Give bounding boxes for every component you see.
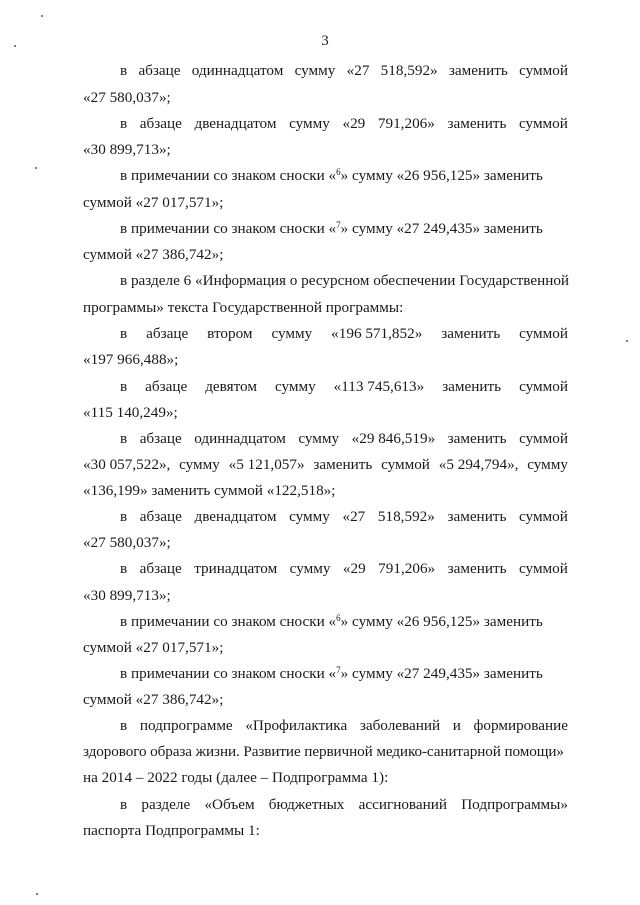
- word: абзаце: [139, 115, 182, 132]
- word: абзаце: [139, 508, 182, 525]
- word: формирование: [473, 717, 568, 734]
- text-line: [120, 167, 568, 185]
- text-line: суммой «27 017,571»;: [83, 639, 224, 656]
- word: в: [120, 796, 128, 813]
- word: 791,206»: [378, 560, 436, 577]
- word: сумму: [289, 508, 330, 525]
- word: «27: [342, 508, 366, 525]
- text-line: суммой «27 386,742»;: [83, 246, 224, 263]
- word: 518,592»: [380, 62, 438, 79]
- word: заменить: [447, 115, 507, 132]
- text-line: [120, 508, 568, 526]
- word: заменить: [447, 508, 507, 525]
- word: сумму: [274, 378, 316, 395]
- word: «196 571,852»: [331, 325, 423, 342]
- text-line: [120, 665, 568, 683]
- text-line: [120, 796, 568, 814]
- line-part: в примечании со знаком сноски «: [120, 665, 337, 682]
- text-line: [120, 220, 568, 238]
- word: «29 846,519»: [351, 430, 436, 447]
- scan-speck: [14, 45, 16, 47]
- text-line: программы» текста Государственной программы:: [83, 299, 404, 316]
- word: суммой: [519, 508, 568, 525]
- text-line: суммой «27 017,571»;: [83, 194, 224, 211]
- text-line: «27 580,037»;: [83, 534, 171, 551]
- text-line: «115 140,249»;: [83, 404, 178, 421]
- word: абзаце: [138, 62, 181, 79]
- text-line: [120, 560, 568, 578]
- word: сумму: [298, 430, 340, 447]
- line-part: в примечании со знаком сноски «: [120, 167, 337, 184]
- word: в: [120, 560, 128, 577]
- word: ассигнований: [358, 796, 448, 813]
- word: заболеваний: [359, 717, 441, 734]
- word: суммой: [519, 430, 568, 447]
- text-line: [120, 717, 568, 735]
- text-line: [120, 430, 568, 448]
- footnote-mark: 7: [336, 220, 341, 230]
- text-line: в разделе 6 «Информация о ресурсном обеспечении Государственной: [120, 272, 570, 289]
- line-part: в примечании со знаком сноски «: [120, 613, 337, 630]
- word: «113 745,613»: [333, 378, 425, 395]
- text-line: «30 899,713»;: [83, 141, 171, 158]
- word: абзаце: [145, 378, 188, 395]
- text-line: «30 899,713»;: [83, 587, 171, 604]
- scan-speck: [35, 167, 37, 169]
- word: суммой: [519, 115, 568, 132]
- word: заменить: [448, 62, 508, 79]
- text-line: суммой «27 386,742»;: [83, 691, 224, 708]
- word: девятом: [205, 378, 257, 395]
- scan-speck: [41, 15, 43, 17]
- footnote-mark: 6: [336, 613, 341, 623]
- text-line: [120, 115, 568, 133]
- footnote-mark: 6: [336, 167, 341, 177]
- word: «5 294,794»,: [438, 456, 519, 473]
- page-number: 3: [321, 33, 329, 49]
- word: заменить: [441, 325, 501, 342]
- word: в: [120, 115, 128, 132]
- text-line: [120, 325, 568, 343]
- word: суммой: [519, 62, 568, 79]
- word: сумму: [271, 325, 313, 342]
- word: заменить: [447, 430, 507, 447]
- word: сумму: [527, 456, 568, 473]
- text-line: [120, 613, 568, 631]
- word: суммой: [519, 325, 568, 342]
- word: в: [120, 325, 128, 342]
- word: абзаце: [139, 560, 182, 577]
- word: абзаце: [146, 325, 189, 342]
- word: одиннадцатом: [191, 62, 284, 79]
- word: в: [120, 378, 128, 395]
- text-line: здорового образа жизни. Развитие первичной медико-санитарной помощи»: [83, 743, 564, 760]
- word: абзаце: [139, 430, 182, 447]
- text-line: паспорта Подпрограммы 1:: [83, 822, 260, 839]
- word: Подпрограммы»: [461, 796, 568, 813]
- word: суммой: [381, 456, 430, 473]
- word: «29: [342, 560, 366, 577]
- word: сумму: [289, 560, 331, 577]
- scan-speck: [36, 893, 38, 895]
- line-part: » сумму «26 956,125» заменить: [340, 167, 543, 184]
- text-line: [120, 378, 568, 396]
- word: суммой: [519, 378, 568, 395]
- word: 791,206»: [377, 115, 435, 132]
- text-line: «27 580,037»;: [83, 89, 171, 106]
- footnote-mark: 7: [336, 665, 341, 675]
- word: втором: [207, 325, 253, 342]
- text-line: на 2014 – 2022 годы (далее – Подпрограмма 1):: [83, 769, 389, 786]
- line-part: » сумму «27 249,435» заменить: [340, 220, 543, 237]
- line-part: » сумму «27 249,435» заменить: [340, 665, 543, 682]
- word: двенадцатом: [194, 115, 277, 132]
- word: разделе: [141, 796, 191, 813]
- word: «5 121,057»: [228, 456, 305, 473]
- text-line: «197 966,488»;: [83, 351, 179, 368]
- word: заменить: [442, 378, 502, 395]
- text-line: «136,199» заменить суммой «122,518»;: [83, 482, 336, 499]
- word: «Объем: [204, 796, 255, 813]
- word: одиннадцатом: [194, 430, 286, 447]
- word: сумму: [289, 115, 330, 132]
- word: в: [120, 508, 128, 525]
- word: тринадцатом: [194, 560, 278, 577]
- scan-speck: [626, 340, 628, 342]
- word: двенадцатом: [194, 508, 277, 525]
- text-line: [83, 456, 568, 474]
- word: заменить: [447, 560, 507, 577]
- line-part: в примечании со знаком сноски «: [120, 220, 337, 237]
- word: подпрограмме: [139, 717, 233, 734]
- word: сумму: [179, 456, 220, 473]
- word: «29: [342, 115, 366, 132]
- text-line: [120, 62, 568, 80]
- word: «27: [346, 62, 370, 79]
- word: и: [452, 717, 461, 734]
- word: бюджетных: [268, 796, 345, 813]
- word: в: [120, 717, 128, 734]
- word: в: [120, 430, 128, 447]
- word: 518,592»: [377, 508, 435, 525]
- word: заменить: [313, 456, 373, 473]
- word: «30 057,522»,: [83, 456, 171, 473]
- line-part: » сумму «26 956,125» заменить: [340, 613, 543, 630]
- word: суммой: [519, 560, 568, 577]
- word: «Профилактика: [245, 717, 348, 734]
- word: в: [120, 62, 128, 79]
- word: сумму: [294, 62, 336, 79]
